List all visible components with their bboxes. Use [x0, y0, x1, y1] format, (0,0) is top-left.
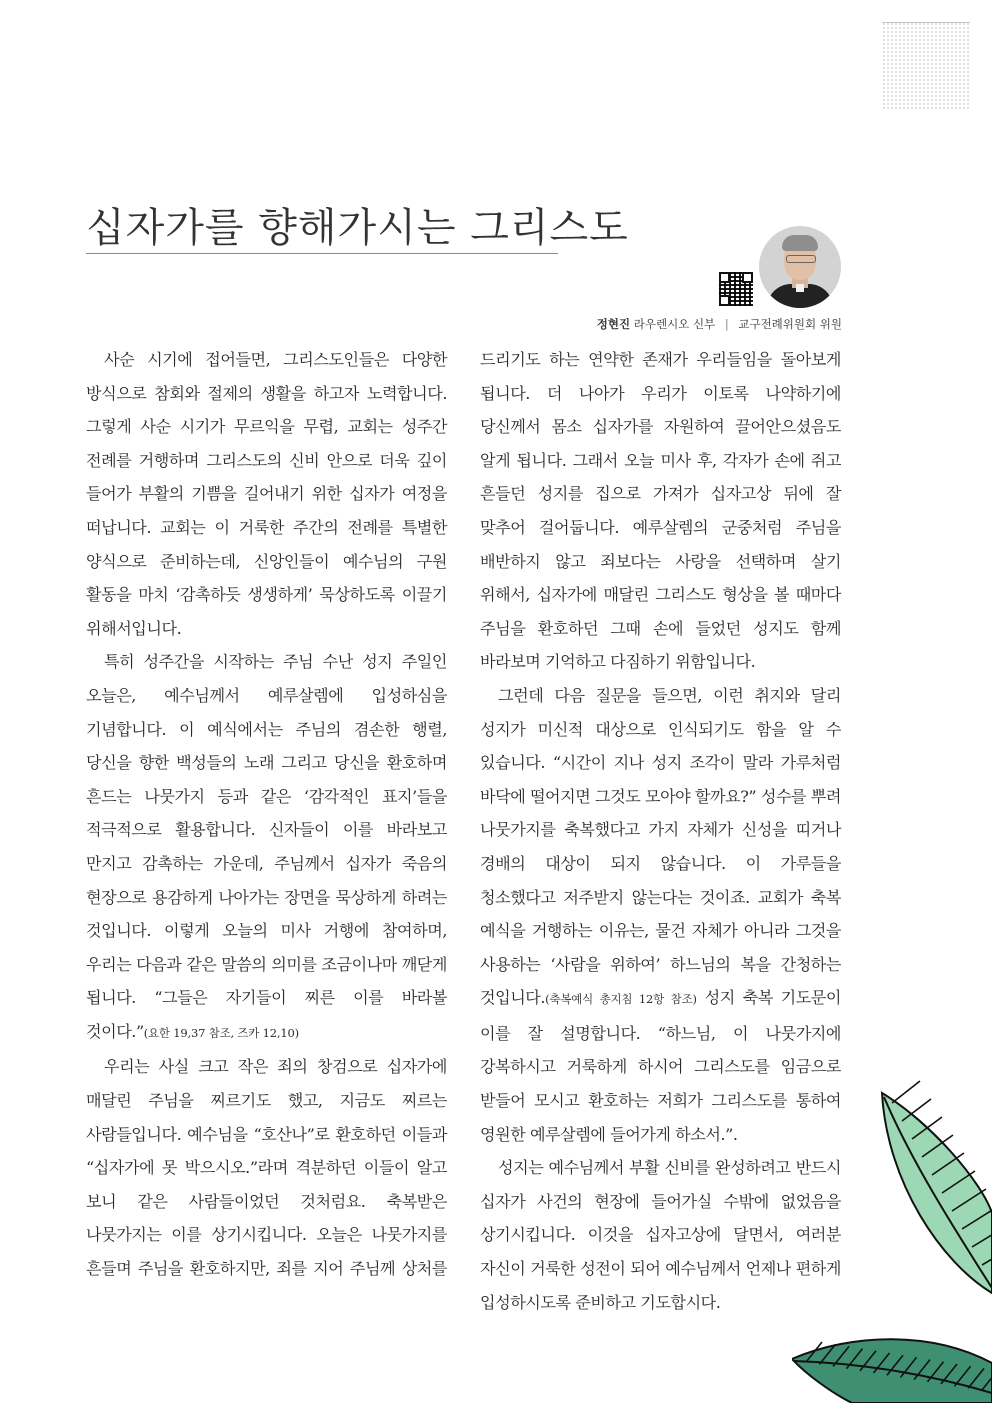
leaf-vein [892, 1081, 920, 1103]
paragraph-3-continued: 드리기도 하는 연약한 존재가 우리들임을 돌아보게 됩니다. 더 나아가 우리가 이토록 나약하기에 당신께서 몸소 십자가를 자원하여 끌어안으셨음도 알게 됩니다. 그래서 오늘 미사 후, 각자가 손에 쥐고 흔들던 성지를 집으로 가져가 십자고상 뒤에 잘 맞추어 걸어둡니다. 예루살렘의 군중처럼 주님을 배반하지 않고 죄보다는 사랑을 선택하며 살기 위해서, 십자가에 매달린 그리스도 형상을 볼 때마다 주님을 환호하던 그때 손에 들었던 성지도 함께 바라보며 기억하고 다짐하기 위함입니다. [480, 350, 841, 672]
scripture-reference: (요한 19,37 참조, 즈카 12,10) [143, 1025, 299, 1040]
liturgy-reference: (축복예식 총지침 12항 참조) [545, 992, 697, 1007]
text-column-left [86, 343, 447, 1286]
title-underline [86, 253, 558, 254]
paragraph-3: 우리는 사실 크고 작은 죄의 창검으로 십자가에 매달린 주님을 찌르기도 했고, 지금도 찌르는 사람들입니다. 예수님을 “호산나”로 환호하던 이들과 “십자가에 못 박으시오.”라며 격분하던 이들이 알고 보니 같은 사람들이었던 것처럼요. 축복받은 나뭇가지는 이를 상기시킵니다. 오늘은 나뭇가지를 흔들며 주님을 환호하지만, 죄를 지어 주님께 상처를 [86, 1057, 447, 1279]
paragraph-2-text: 특히 성주간을 시작하는 주님 수난 성지 주일인 오늘은, 예수님께서 예루살렘에 입성하심을 기념합니다. 이 예식에서는 주님의 겸손한 행렬, 당신을 향한 백성들의 노래 그리고 당신을 환호하며 흔드는 나뭇가지 등과 같은 ‘감각적인 표지’들을 적극적으로 활용합니다. 신자들이 이를 바라보고 만지고 감촉하는 가운데, 주님께서 십자가 죽음의 현장으로 용감하게 나아가는 장면을 묵상하게 하려는 것입니다. 이렇게 오늘의 미사 거행에 참여하며, 우리는 다음과 같은 말씀의 의미를 조금이나마 깨닫게 됩니다. “그들은 자기들이 찌른 이를 바라볼 것이다.” [86, 652, 447, 1041]
leaf-lower [792, 1339, 992, 1403]
paragraph-4 [480, 679, 841, 1151]
leaf-upper [882, 1093, 992, 1293]
author-name: 정현진 [596, 317, 631, 331]
author-byline [597, 316, 842, 332]
leaf-illustration [792, 1063, 992, 1403]
author-affiliation: 교구전례위원회 위원 [738, 317, 842, 331]
article-title: 십자가를 향해가시는 그리스도 [86, 205, 629, 251]
paragraph-1: 사순 시기에 접어들면, 그리스도인들은 다양한 방식으로 참회와 절제의 생활을 하고자 노력합니다. 그렇게 사순 시기가 무르익을 무렵, 교회는 성주간 전례를 거행하며 그리스도의 신비 안으로 더욱 깊이 들어가 부활의 기쁨을 길어내기 위한 십자가 여정을 떠납니다. 교회는 이 거룩한 주간의 전례를 특별한 양식으로 준비하는데, 신앙인들이 예수님의 구원 활동을 마치 ‘감촉하듯 생생하게’ 묵상하도록 이끌기 위해서입니다. [86, 350, 447, 638]
text-column-right [480, 343, 841, 1319]
paragraph-4-text-b: 성지 축복 기도문이 이를 잘 설명합니다. “하느님, 이 나뭇가지에 강복하시고 거룩하게 하시어 그리스도를 임금으로 받들어 모시고 환호하는 저희가 그리스도를 통하여 영원한 예루살렘에 들어가게 하소서.”. [480, 988, 841, 1144]
qr-code-icon[interactable] [719, 272, 753, 306]
paragraph-4-text-a: 그런데 다음 질문을 들으면, 이런 취지와 달리 성지가 미신적 대상으로 인식되기도 함을 알 수 있습니다. “시간이 지나 성지 조각이 말라 가루처럼 바닥에 떨어지면 그것도 모아야 할까요?” 성수를 뿌려 나뭇가지를 축복했다고 가지 자체가 신성을 띠거나 경배의 대상이 되지 않습니다. 이 가루들을 청소했다고 저주받지 않는다는 것이죠. 교회가 축복 예식을 거행하는 이유는, 물건 자체가 아니라 그것을 사용하는 ‘사람을 위하여’ 하느님의 복을 간청하는 것입니다. [480, 685, 841, 1008]
author-role: 라우렌시오 신부 [633, 317, 716, 331]
halftone-dot-pattern [882, 22, 970, 110]
paragraph-5: 성지는 예수님께서 부활 신비를 완성하려고 반드시 십자가 사건의 현장에 들어가실 수밖에 없었음을 상기시킵니다. 이것을 십자고상에 달면서, 여러분 자신이 거룩한 성전이 되어 예수님께서 언제나 편하게 입성하시도록 준비하고 기도합시다. [480, 1158, 841, 1312]
author-photo [759, 226, 841, 308]
paragraph-2 [86, 645, 447, 1050]
byline-separator: | [724, 317, 729, 331]
